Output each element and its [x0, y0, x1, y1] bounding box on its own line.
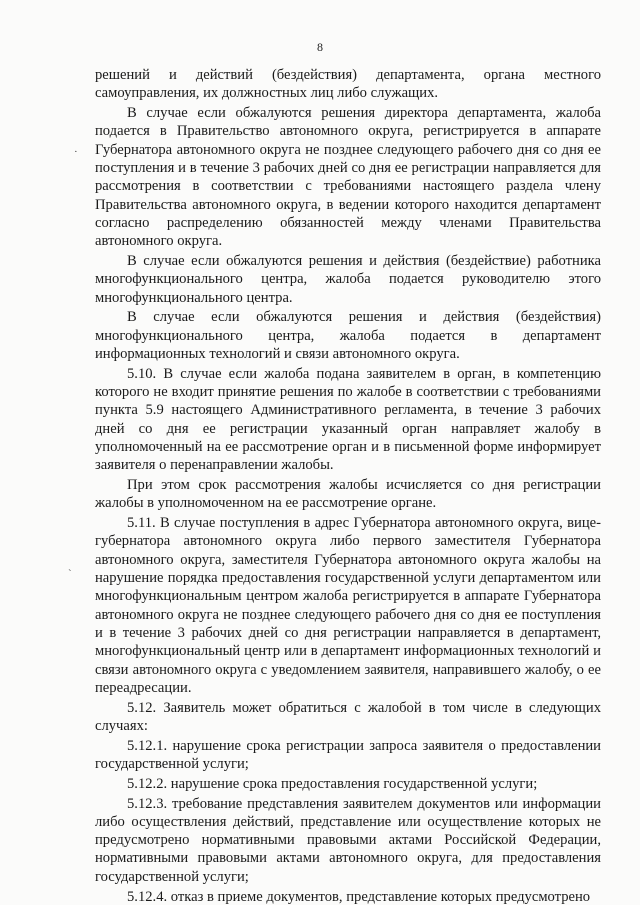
paragraph-5-10: 5.10. В случае если жалоба подана заявителем в орган, в компетенцию которого не входит принятие решения по жалобе в соответствии с требованиями пункта 5.9 настоящего Административного регламента, в течение 3 рабочих дней со дня ее регистрации указанный орган направляет жалобу в уполномоченный на ее рассмотрение орган и в письменной форме информирует заявителя о перенаправлении жалобы.	[95, 365, 601, 474]
margin-mark: `	[68, 568, 72, 580]
paragraph-5-12-2: 5.12.2. нарушение срока предоставления государственной услуги;	[127, 775, 538, 792]
paragraph-mfc-complaint: В случае если обжалуются решения и действия (бездействия) многофункционального центра, жалоба подается в департамент информационных технологий и связи автономного округа.	[95, 309, 601, 362]
paragraph-5-11: 5.11. В случае поступления в адрес Губернатора автономного округа, вице-губернатора автономного округа либо первого заместителя Губернатора автономного округа, заместителя Губернатора автономного округа жалобы на нарушение порядка предоставления государственной услуги департаментом или многофункциональным центром жалоба регистрируется в аппарате Губернатора автономного округа не позднее следующего рабочего дня со дня ее поступления и в течение 3 рабочих дней со дня регистрации направляется в департамент, многофункциональный центр или в департамент информационных технологий и связи автономного округа с уведомлением заявителя, направившего жалобу, о ее переадресации.	[95, 515, 601, 696]
paragraph-review-term: При этом срок рассмотрения жалобы исчисляется со дня регистрации жалобы в уполномоченном на ее рассмотрение органе.	[95, 477, 601, 512]
page-number: 8	[317, 40, 323, 54]
paragraph-continuation: решений и действий (бездействия) департамента, органа местного самоуправления, их должностных лиц либо служащих.	[95, 67, 601, 102]
paragraph-5-12: 5.12. Заявитель может обратиться с жалобой в том числе в следующих случаях:	[95, 699, 601, 734]
paragraph-director-complaint: В случае если обжалуются решения директора департамента, жалоба подается в Правительство автономного округа, регистрируется в аппарате Губернатора автономного округа не позднее следующего рабочего дня со дня ее поступления и в течение 3 рабочих дней со дня ее регистрации направляется для рассмотрения в соответствии с требованиями настоящего раздела члену Правительства автономного округа, в ведении которого находится департамент согласно распределению обязанностей между членами Правительства автономного округа.	[95, 105, 601, 250]
paragraph-5-12-4: 5.12.4. отказ в приеме документов, представление которых предусмотрено	[127, 888, 591, 905]
paragraph-5-12-3: 5.12.3. требование представления заявителем документов или информации либо осуществления действий, представление или осуществление которых не предусмотрено нормативными правовыми актами Российской Федерации, нормативными правовыми актами автономного округа, для предоставления государственной услуги;	[95, 795, 601, 885]
paragraph-5-12-1: 5.12.1. нарушение срока регистрации запроса заявителя о предоставлении государственной услуги;	[95, 737, 601, 772]
document-body	[95, 66, 601, 906]
paragraph-mfc-employee-complaint: В случае если обжалуются решения и действия (бездействие) работника многофункционального центра, жалоба подается руководителю этого многофункционального центра.	[95, 252, 601, 306]
margin-mark: ·	[74, 146, 78, 158]
